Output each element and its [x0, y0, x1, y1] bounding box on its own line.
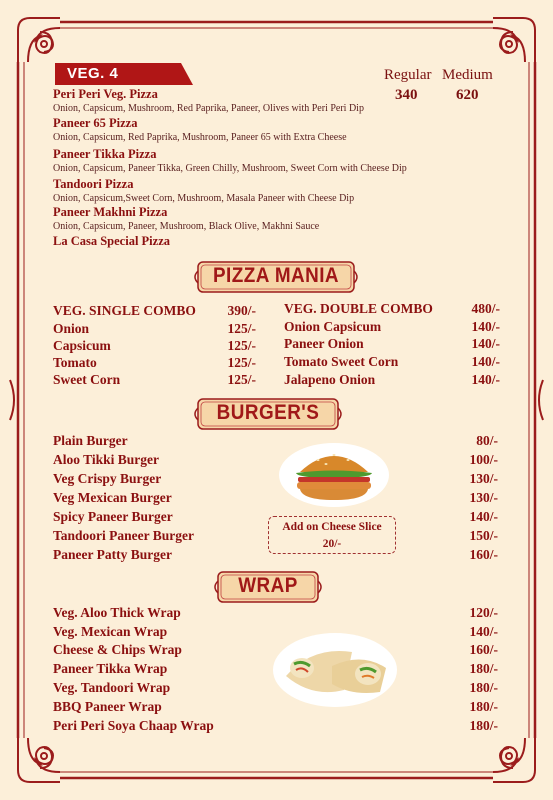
- burger-item-name: Spicy Paneer Burger: [53, 509, 173, 524]
- wrap-item-name: Veg. Aloo Thick Wrap: [53, 605, 181, 620]
- combo-item-name: Sweet Corn: [53, 372, 121, 387]
- pizza-mania-banner: [192, 261, 360, 293]
- combo-item-price: 140/-: [471, 372, 500, 387]
- combo-item-name: Onion Capsicum: [284, 319, 382, 334]
- combo-item-price: 390/-: [227, 303, 256, 318]
- combo-item-price: 125/-: [227, 321, 256, 336]
- wrap-item-name: Veg. Tandoori Wrap: [53, 680, 171, 695]
- combo-item-name: Paneer Onion: [284, 336, 364, 351]
- burger-item-name: Paneer Patty Burger: [53, 547, 172, 562]
- burger-item-price: 140/-: [469, 509, 498, 524]
- wrap-item-price: 180/-: [469, 699, 498, 714]
- pizza-name: Tandoori Pizza: [53, 177, 134, 191]
- combo-item-price: 140/-: [471, 336, 500, 351]
- wrap-item-price: 180/-: [469, 680, 498, 695]
- wrap-item-name: Cheese & Chips Wrap: [53, 642, 182, 657]
- combo-item-name: Jalapeno Onion: [284, 372, 376, 387]
- wrap-item-name: Veg. Mexican Wrap: [53, 624, 168, 639]
- wrap-item-price: 140/-: [469, 624, 498, 639]
- pizza-name: Paneer Makhni Pizza: [53, 205, 168, 219]
- pizza-description: Onion, Capsicum,Sweet Corn, Mushroom, Masala Paneer with Cheese Dip: [53, 193, 355, 204]
- combo-item-price: 125/-: [227, 372, 256, 387]
- burger-item-price: 130/-: [469, 471, 498, 486]
- wrap-title: WRAP: [238, 574, 298, 597]
- wrap-item-name: BBQ Paneer Wrap: [53, 699, 162, 714]
- burger-item-name: Veg Mexican Burger: [53, 490, 172, 505]
- pizza-mania-title: PIZZA MANIA: [212, 264, 340, 287]
- wrap-item-price: 180/-: [469, 661, 498, 676]
- burger-item-name: Veg Crispy Burger: [53, 471, 162, 486]
- pizza-name: Paneer Tikka Pizza: [53, 147, 157, 161]
- combo-item-name: Tomato Sweet Corn: [284, 354, 399, 369]
- column-header-medium: Medium: [442, 67, 493, 83]
- pizza-name: La Casa Special Pizza: [53, 234, 171, 248]
- combo-item-name: Onion: [53, 321, 90, 336]
- burgers-banner: [192, 398, 344, 430]
- addon-price: 20/-: [322, 538, 342, 550]
- column-header-regular: Regular: [384, 67, 432, 83]
- burger-item-price: 150/-: [469, 528, 498, 543]
- addon-label: Add on Cheese Slice: [282, 521, 382, 533]
- combo-item-name: Tomato: [53, 355, 97, 370]
- wrap-item-name: Peri Peri Soya Chaap Wrap: [53, 718, 214, 733]
- wrap-item-name: Paneer Tikka Wrap: [53, 661, 168, 676]
- combo-item-price: 140/-: [471, 354, 500, 369]
- combo-item-price: 140/-: [471, 319, 500, 334]
- wrap-image: [272, 632, 398, 708]
- combo-item-price: 125/-: [227, 338, 256, 353]
- pizza-description: Onion, Capsicum, Paneer Tikka, Green Chilly, Mushroom, Sweet Corn with Cheese Dip: [53, 163, 407, 174]
- veg-section-tag: [55, 63, 193, 85]
- burger-item-name: Aloo Tikki Burger: [53, 452, 160, 467]
- pizza-name: Paneer 65 Pizza: [53, 116, 138, 130]
- burger-item-price: 100/-: [469, 452, 498, 467]
- pizza-description: Onion, Capsicum, Red Paprika, Mushroom, Paneer 65 with Extra Cheese: [53, 132, 347, 143]
- veg-section-label: VEG. 4: [67, 65, 119, 82]
- price-medium: 620: [456, 87, 479, 103]
- burgers-title: BURGER'S: [216, 401, 320, 424]
- burger-item-price: 80/-: [476, 433, 498, 448]
- burger-item-name: Plain Burger: [53, 433, 128, 448]
- burger-item-price: 160/-: [469, 547, 498, 562]
- cheese-addon-box: [268, 516, 396, 554]
- wrap-item-price: 180/-: [469, 718, 498, 733]
- wrap-banner: [212, 571, 324, 603]
- combo-item-price: 125/-: [227, 355, 256, 370]
- pizza-name: Peri Peri Veg. Pizza: [53, 87, 158, 101]
- pizza-description: Onion, Capsicum, Mushroom, Red Paprika, Paneer, Olives with Peri Peri Dip: [53, 103, 364, 114]
- price-regular: 340: [395, 87, 418, 103]
- wrap-item-price: 120/-: [469, 605, 498, 620]
- combo-item-name: VEG. SINGLE COMBO: [53, 303, 196, 318]
- combo-item-name: Capsicum: [53, 338, 111, 353]
- combo-item-name: VEG. DOUBLE COMBO: [284, 301, 433, 316]
- combo-item-price: 480/-: [471, 301, 500, 316]
- burger-image: [278, 442, 390, 508]
- pizza-description: Onion, Capsicum, Paneer, Mushroom, Black Olive, Makhni Sauce: [53, 221, 320, 232]
- wrap-item-price: 160/-: [469, 642, 498, 657]
- burger-item-price: 130/-: [469, 490, 498, 505]
- burger-item-name: Tandoori Paneer Burger: [53, 528, 194, 543]
